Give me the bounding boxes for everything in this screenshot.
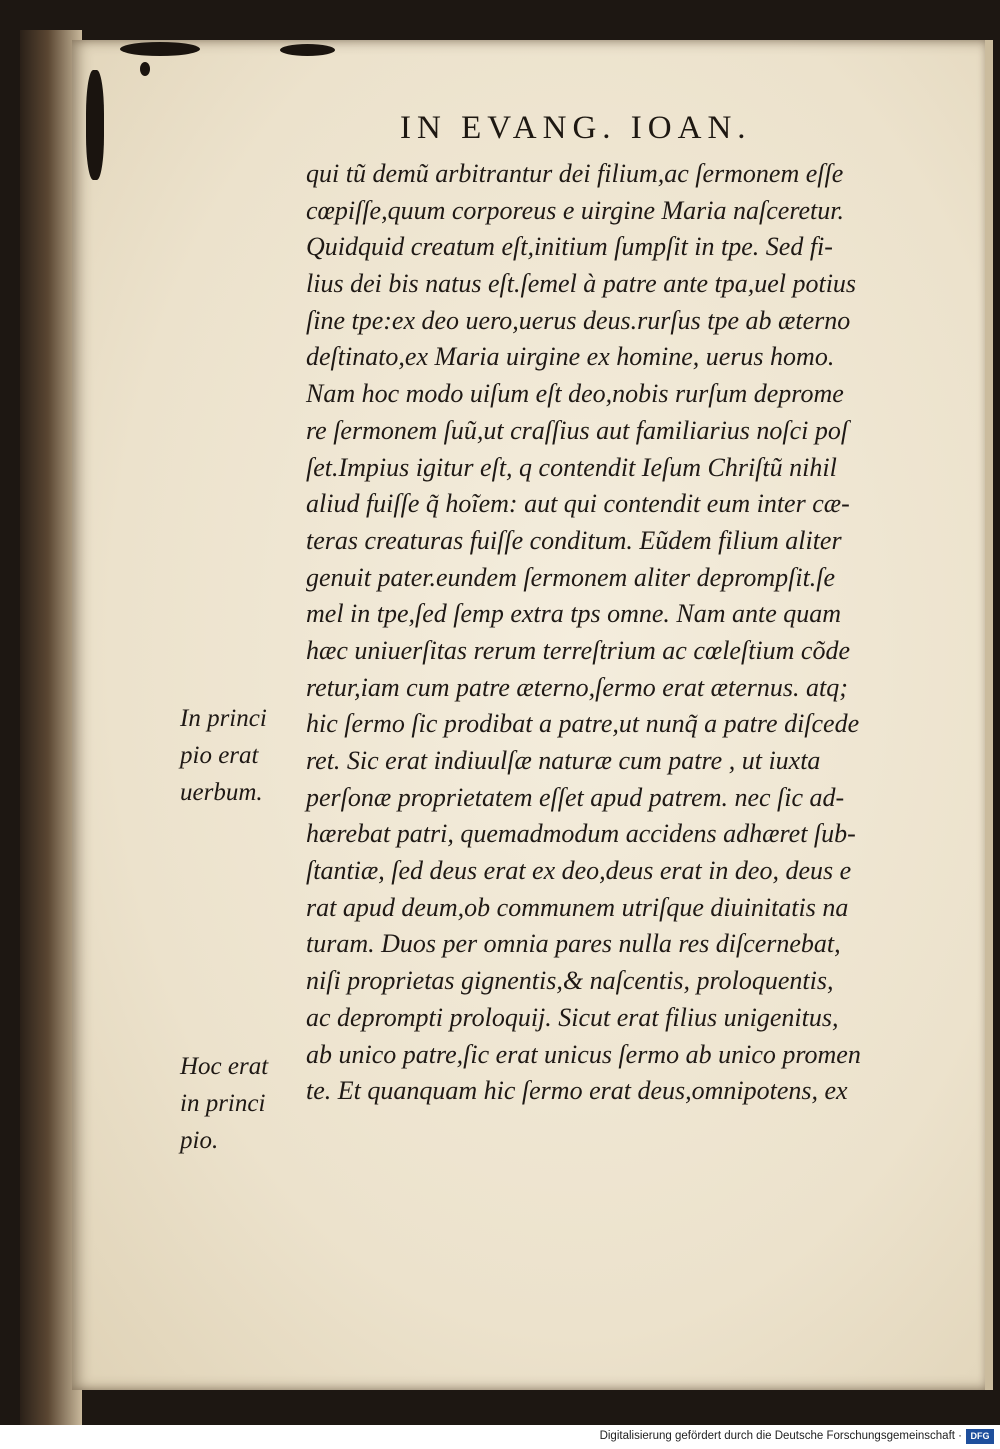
text-line: hic ſermo ſic prodibat a patre,ut nunq̃ a patre diſcede [306,709,860,739]
marginal-line: uerbum. [180,779,263,806]
text-line: Nam hoc modo uiſum eſt deo,nobis rurſum deprome [306,379,844,409]
text-line: hærebat patri, quemadmodum accidens adhæret ſub- [306,819,856,849]
body-text [306,156,926,1110]
ink-stain [140,62,150,76]
ink-stain [120,42,200,56]
text-line: hæc uniuerſitas rerum terreſtrium ac cœleſtium cõde [306,635,850,665]
marginal-line: pio. [180,1127,219,1154]
text-line: Quidquid creatum eſt,initium ſumpſit in tpe. Sed fi- [306,232,833,262]
text-line: ac deprompti proloquij. Sicut erat filius unigenitus, [306,1002,839,1032]
text-line: cœpiſſe,quum corporeus e uirgine Maria naſceretur. [306,195,844,225]
funding-credit: Digitalisierung gefördert durch die Deutsche Forschungsgemeinschaft · [599,1430,962,1442]
text-line: deſtinato,ex Maria uirgine ex homine, uerus homo. [306,342,835,372]
text-line: genuit pater.eundem ſermonem aliter deprompſit.ſe [306,562,836,592]
text-line: mel in tpe,ſed ſemp extra tps omne. Nam ante quam [306,599,842,629]
marginal-line: In princi [180,705,267,732]
text-line: re ſermonem ſuũ,ut craſſius aut familiarius noſci poſ [306,415,849,445]
text-line: ſine tpe:ex deo uero,uerus deus.rurſus tpe ab æterno [306,305,851,335]
text-line: ab unico patre,ſic erat unicus ſermo ab unico promen [306,1039,861,1069]
text-line: te. Et quanquam hic ſermo erat deus,omnipotens, ex [306,1076,848,1106]
running-head: IN EVANG. IOAN. [400,110,752,146]
ink-stain [86,70,104,180]
dfg-logo-icon: DFG [966,1429,994,1444]
marginal-line: in princi [180,1090,266,1117]
text-line: teras creaturas fuiſſe conditum. Eũdem filium aliter [306,525,842,555]
text-line: rat apud deum,ob communem utriſque diuinitatis na [306,892,849,922]
text-line: retur,iam cum patre æterno,ſermo erat æternus. atq; [306,672,848,702]
text-line: aliud fuiſſe q̃ hoĩem: aut qui contendit eum inter cæ- [306,489,850,519]
marginal-note [180,1048,300,1159]
page-right-edge [985,40,993,1390]
marginal-line: Hoc erat [180,1053,269,1080]
text-line: lius dei bis natus eſt.ſemel à patre ante tpa,uel potius [306,269,857,299]
footer-bar [0,1425,1000,1449]
marginal-line: pio erat [180,742,259,769]
text-line: perſonæ proprietatem eſſet apud patrem. nec ſic ad- [306,782,845,812]
text-line: qui tũ demũ arbitrantur dei filium,ac ſermonem eſſe [306,159,844,188]
text-line: ſtantiæ, ſed deus erat ex deo,deus erat in deo, deus e [306,856,852,886]
text-line: ret. Sic erat indiuulſæ naturæ cum patre , ut iuxta [306,746,821,775]
text-line: turam. Duos per omnia pares nulla res diſcernebat, [306,929,841,959]
marginal-note [180,700,300,811]
text-line: niſi proprietas gignentis,& naſcentis, proloquentis, [306,966,834,996]
ink-stain [280,44,335,56]
text-line: ſet.Impius igitur eſt, q contendit Ieſum Chriſtũ nihil [306,452,837,482]
